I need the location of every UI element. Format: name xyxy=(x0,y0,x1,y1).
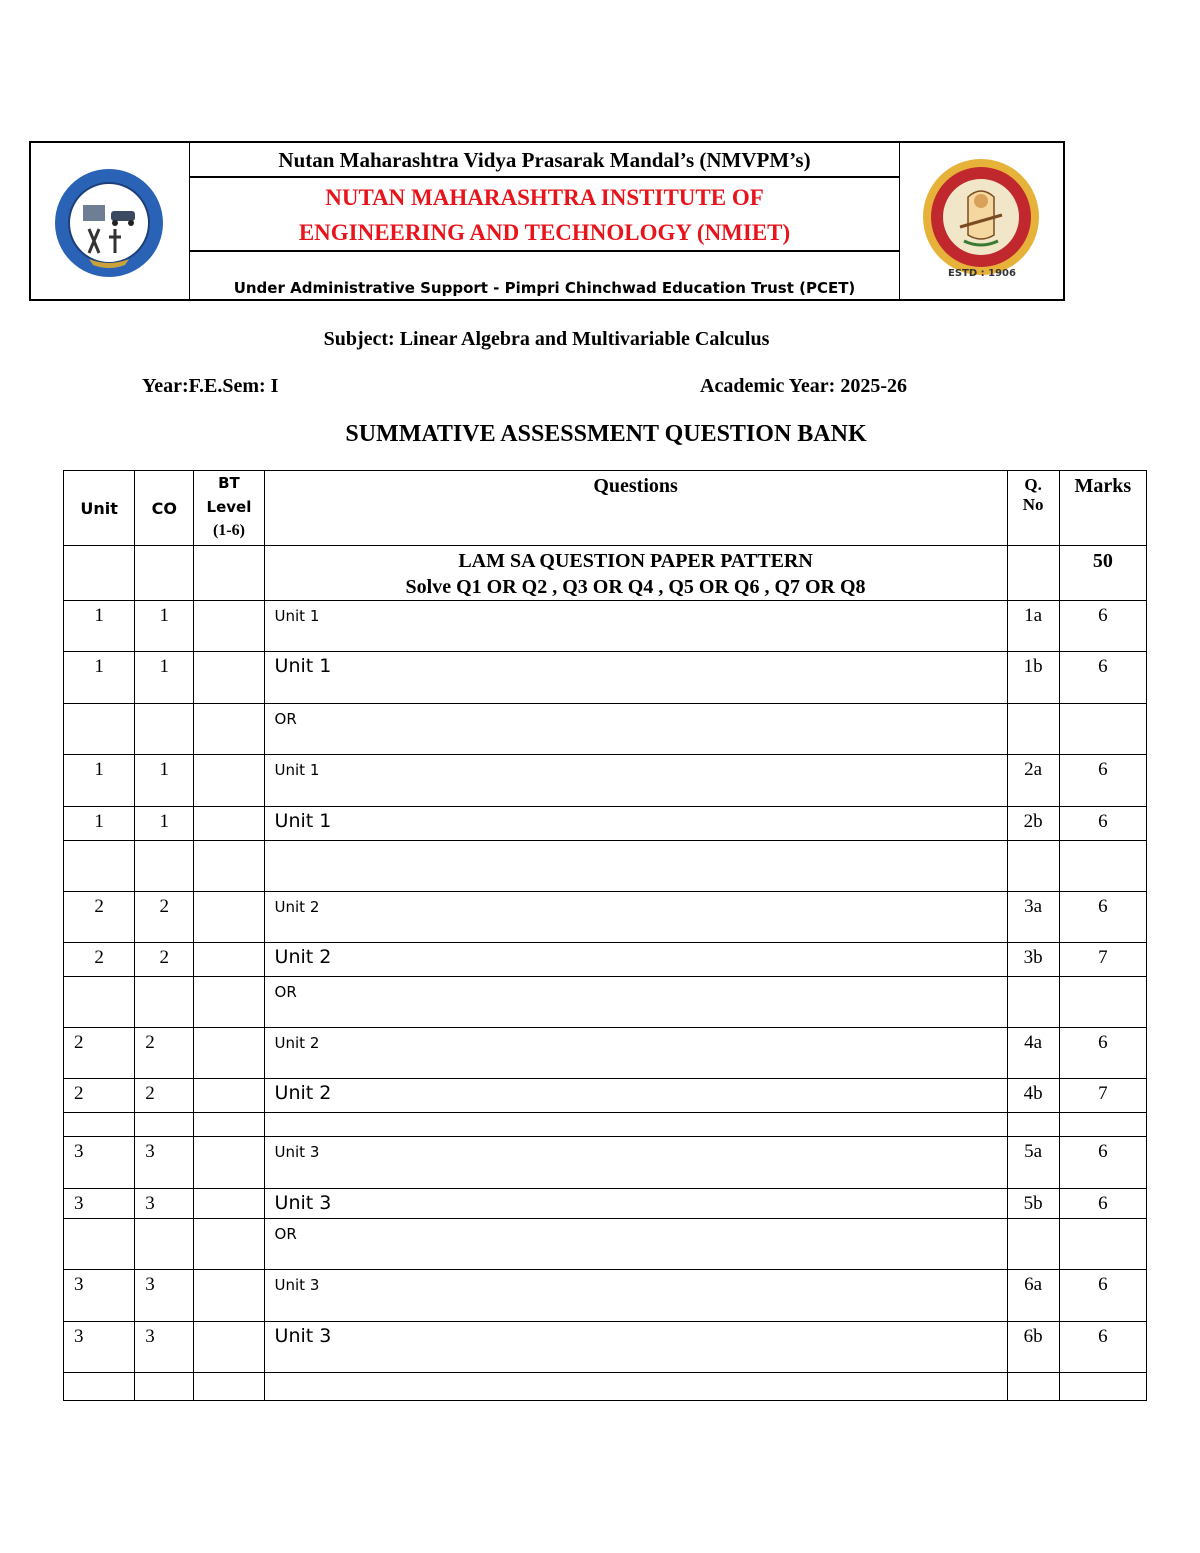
question-bank-table xyxy=(63,470,1147,1401)
support-line: Under Administrative Support - Pimpri Chinchwad Education Trust (PCET) xyxy=(233,279,856,297)
bt-level-cell xyxy=(194,1137,264,1189)
question-cell: Unit 2 xyxy=(264,1028,1007,1079)
unit-cell xyxy=(64,1373,135,1401)
marks-cell: 6 xyxy=(1059,1189,1146,1219)
marks-cell: 6 xyxy=(1059,807,1146,841)
table-row xyxy=(64,943,1147,977)
pattern-line1: LAM SA QUESTION PAPER PATTERN xyxy=(458,550,813,572)
marks-cell: 6 xyxy=(1059,892,1146,943)
marks-cell xyxy=(1059,1373,1146,1401)
bt-level-cell xyxy=(194,1270,264,1322)
header-co: CO xyxy=(135,471,194,546)
unit-cell: 3 xyxy=(64,1270,135,1322)
question-cell: Unit 3 xyxy=(264,1137,1007,1189)
unit-cell: 1 xyxy=(64,807,135,841)
unit-cell xyxy=(64,977,135,1028)
table-cell xyxy=(1007,546,1059,601)
table-row xyxy=(64,807,1147,841)
marks-cell: 6 xyxy=(1059,652,1146,704)
bt-level-cell xyxy=(194,1373,264,1401)
qno-cell xyxy=(1007,841,1059,892)
header-qno-line2: No xyxy=(1022,495,1044,514)
table-row xyxy=(64,1322,1147,1373)
marks-cell: 7 xyxy=(1059,943,1146,977)
question-cell: Unit 2 xyxy=(264,1079,1007,1113)
right-logo-cell xyxy=(899,143,1063,299)
year-semester: Year:F.E.Sem: I xyxy=(142,375,279,397)
co-cell: 3 xyxy=(135,1137,194,1189)
marks-cell: 6 xyxy=(1059,1322,1146,1373)
co-cell: 1 xyxy=(135,652,194,704)
table-row xyxy=(64,1137,1147,1189)
bt-level-cell xyxy=(194,1322,264,1373)
unit-cell: 1 xyxy=(64,652,135,704)
bt-level-cell xyxy=(194,1219,264,1270)
qno-cell: 4a xyxy=(1007,1028,1059,1079)
co-cell xyxy=(135,1113,194,1137)
unit-cell: 2 xyxy=(64,892,135,943)
question-cell: Unit 1 xyxy=(264,652,1007,704)
qno-cell: 6a xyxy=(1007,1270,1059,1322)
table-row xyxy=(64,1270,1147,1322)
question-cell: Unit 1 xyxy=(264,807,1007,841)
header-bt-line3: (1-6) xyxy=(212,522,245,539)
table-row xyxy=(64,1189,1147,1219)
bt-level-cell xyxy=(194,601,264,652)
header-text-block xyxy=(190,143,899,299)
pattern-line2: Solve Q1 OR Q2 , Q3 OR Q4 , Q5 OR Q6 , Q7 OR Q8 xyxy=(405,576,866,598)
unit-cell xyxy=(64,1219,135,1270)
table-row xyxy=(64,1079,1147,1113)
unit-cell xyxy=(64,841,135,892)
bt-level-cell xyxy=(194,652,264,704)
co-cell xyxy=(135,1373,194,1401)
question-cell: Unit 2 xyxy=(264,892,1007,943)
qno-cell xyxy=(1007,1219,1059,1270)
table-row xyxy=(64,755,1147,807)
qno-cell: 1b xyxy=(1007,652,1059,704)
unit-cell: 1 xyxy=(64,755,135,807)
unit-cell: 2 xyxy=(64,1028,135,1079)
header-questions: Questions xyxy=(264,471,1007,546)
qno-cell: 3b xyxy=(1007,943,1059,977)
header-bt-line2: Level xyxy=(206,498,252,516)
unit-cell xyxy=(64,704,135,755)
unit-cell xyxy=(64,1113,135,1137)
qno-cell xyxy=(1007,1373,1059,1401)
unit-cell: 3 xyxy=(64,1137,135,1189)
table-row xyxy=(64,1028,1147,1079)
qno-cell: 4b xyxy=(1007,1079,1059,1113)
qno-cell: 1a xyxy=(1007,601,1059,652)
qno-cell xyxy=(1007,1113,1059,1137)
marks-cell: 7 xyxy=(1059,1079,1146,1113)
qno-cell xyxy=(1007,977,1059,1028)
qno-cell: 3a xyxy=(1007,892,1059,943)
unit-cell: 2 xyxy=(64,1079,135,1113)
unit-cell: 2 xyxy=(64,943,135,977)
co-cell: 2 xyxy=(135,1079,194,1113)
bt-level-cell xyxy=(194,755,264,807)
bt-level-cell xyxy=(194,1189,264,1219)
table-row xyxy=(64,892,1147,943)
question-cell: OR xyxy=(264,704,1007,755)
bt-level-cell xyxy=(194,807,264,841)
co-cell: 1 xyxy=(135,807,194,841)
marks-cell: 6 xyxy=(1059,1137,1146,1189)
marks-cell: 6 xyxy=(1059,1028,1146,1079)
co-cell: 2 xyxy=(135,1028,194,1079)
marks-cell: 6 xyxy=(1059,1270,1146,1322)
co-cell: 2 xyxy=(135,943,194,977)
question-cell: Unit 2 xyxy=(264,943,1007,977)
table-row xyxy=(64,704,1147,755)
table-row xyxy=(64,1373,1147,1401)
header-qno-line1: Q. xyxy=(1024,475,1042,494)
marks-cell xyxy=(1059,1113,1146,1137)
table-header-row xyxy=(64,471,1147,546)
co-cell: 3 xyxy=(135,1270,194,1322)
institute-name xyxy=(190,178,899,252)
table-row xyxy=(64,601,1147,652)
bt-level-cell xyxy=(194,892,264,943)
table-row xyxy=(64,977,1147,1028)
qno-cell: 2b xyxy=(1007,807,1059,841)
pattern-total-marks: 50 xyxy=(1059,546,1146,601)
institute-logo-icon xyxy=(53,167,165,279)
question-cell xyxy=(264,1113,1007,1137)
co-cell xyxy=(135,977,194,1028)
institute-name-line2: ENGINEERING AND TECHNOLOGY (NMIET) xyxy=(298,220,791,245)
co-cell xyxy=(135,1219,194,1270)
co-cell: 3 xyxy=(135,1322,194,1373)
unit-cell: 3 xyxy=(64,1322,135,1373)
left-logo-cell xyxy=(31,143,190,299)
co-cell: 1 xyxy=(135,755,194,807)
table-row xyxy=(64,652,1147,704)
header-unit: Unit xyxy=(64,471,135,546)
bt-level-cell xyxy=(194,1113,264,1137)
question-cell: Unit 3 xyxy=(264,1270,1007,1322)
bt-level-cell xyxy=(194,841,264,892)
table-row xyxy=(64,1113,1147,1137)
paper-pattern xyxy=(264,546,1007,601)
co-cell: 1 xyxy=(135,601,194,652)
bt-level-cell xyxy=(194,943,264,977)
pattern-row xyxy=(64,546,1147,601)
question-cell xyxy=(264,841,1007,892)
question-cell: OR xyxy=(264,977,1007,1028)
unit-cell: 1 xyxy=(64,601,135,652)
qno-cell xyxy=(1007,704,1059,755)
co-cell xyxy=(135,704,194,755)
institute-name-line1: NUTAN MAHARASHTRA INSTITUTE OF xyxy=(325,185,764,210)
header-bt-line1: BT xyxy=(218,474,240,492)
header-bt-level xyxy=(194,471,264,546)
marks-cell xyxy=(1059,704,1146,755)
table-row xyxy=(64,1219,1147,1270)
header-qno xyxy=(1007,471,1059,546)
subject-line: Subject: Linear Algebra and Multivariable Calculus xyxy=(323,328,770,350)
table-row xyxy=(64,841,1147,892)
academic-year: Academic Year: 2025-26 xyxy=(700,375,907,397)
society-name: Nutan Maharashtra Vidya Prasarak Mandal’s (NMVPM’s) xyxy=(190,143,899,178)
marks-cell xyxy=(1059,1219,1146,1270)
qno-cell: 2a xyxy=(1007,755,1059,807)
marks-cell xyxy=(1059,977,1146,1028)
table-cell xyxy=(135,546,194,601)
header-marks: Marks xyxy=(1059,471,1146,546)
marks-cell xyxy=(1059,841,1146,892)
table-cell xyxy=(194,546,264,601)
bt-level-cell xyxy=(194,1079,264,1113)
question-cell: Unit 3 xyxy=(264,1322,1007,1373)
marks-cell: 6 xyxy=(1059,601,1146,652)
qno-cell: 5b xyxy=(1007,1189,1059,1219)
estd-label: ESTD : 1906 xyxy=(948,268,1016,279)
question-cell: Unit 1 xyxy=(264,601,1007,652)
unit-cell: 3 xyxy=(64,1189,135,1219)
bt-level-cell xyxy=(194,1028,264,1079)
co-cell: 3 xyxy=(135,1189,194,1219)
bt-level-cell xyxy=(194,977,264,1028)
co-cell xyxy=(135,841,194,892)
table-cell xyxy=(64,546,135,601)
qno-cell: 5a xyxy=(1007,1137,1059,1189)
question-cell: Unit 3 xyxy=(264,1189,1007,1219)
marks-cell: 6 xyxy=(1059,755,1146,807)
question-cell xyxy=(264,1373,1007,1401)
document-title: SUMMATIVE ASSESSMENT QUESTION BANK xyxy=(345,421,867,447)
institute-header xyxy=(29,141,1065,301)
question-cell: OR xyxy=(264,1219,1007,1270)
qno-cell: 6b xyxy=(1007,1322,1059,1373)
bt-level-cell xyxy=(194,704,264,755)
co-cell: 2 xyxy=(135,892,194,943)
question-cell: Unit 1 xyxy=(264,755,1007,807)
